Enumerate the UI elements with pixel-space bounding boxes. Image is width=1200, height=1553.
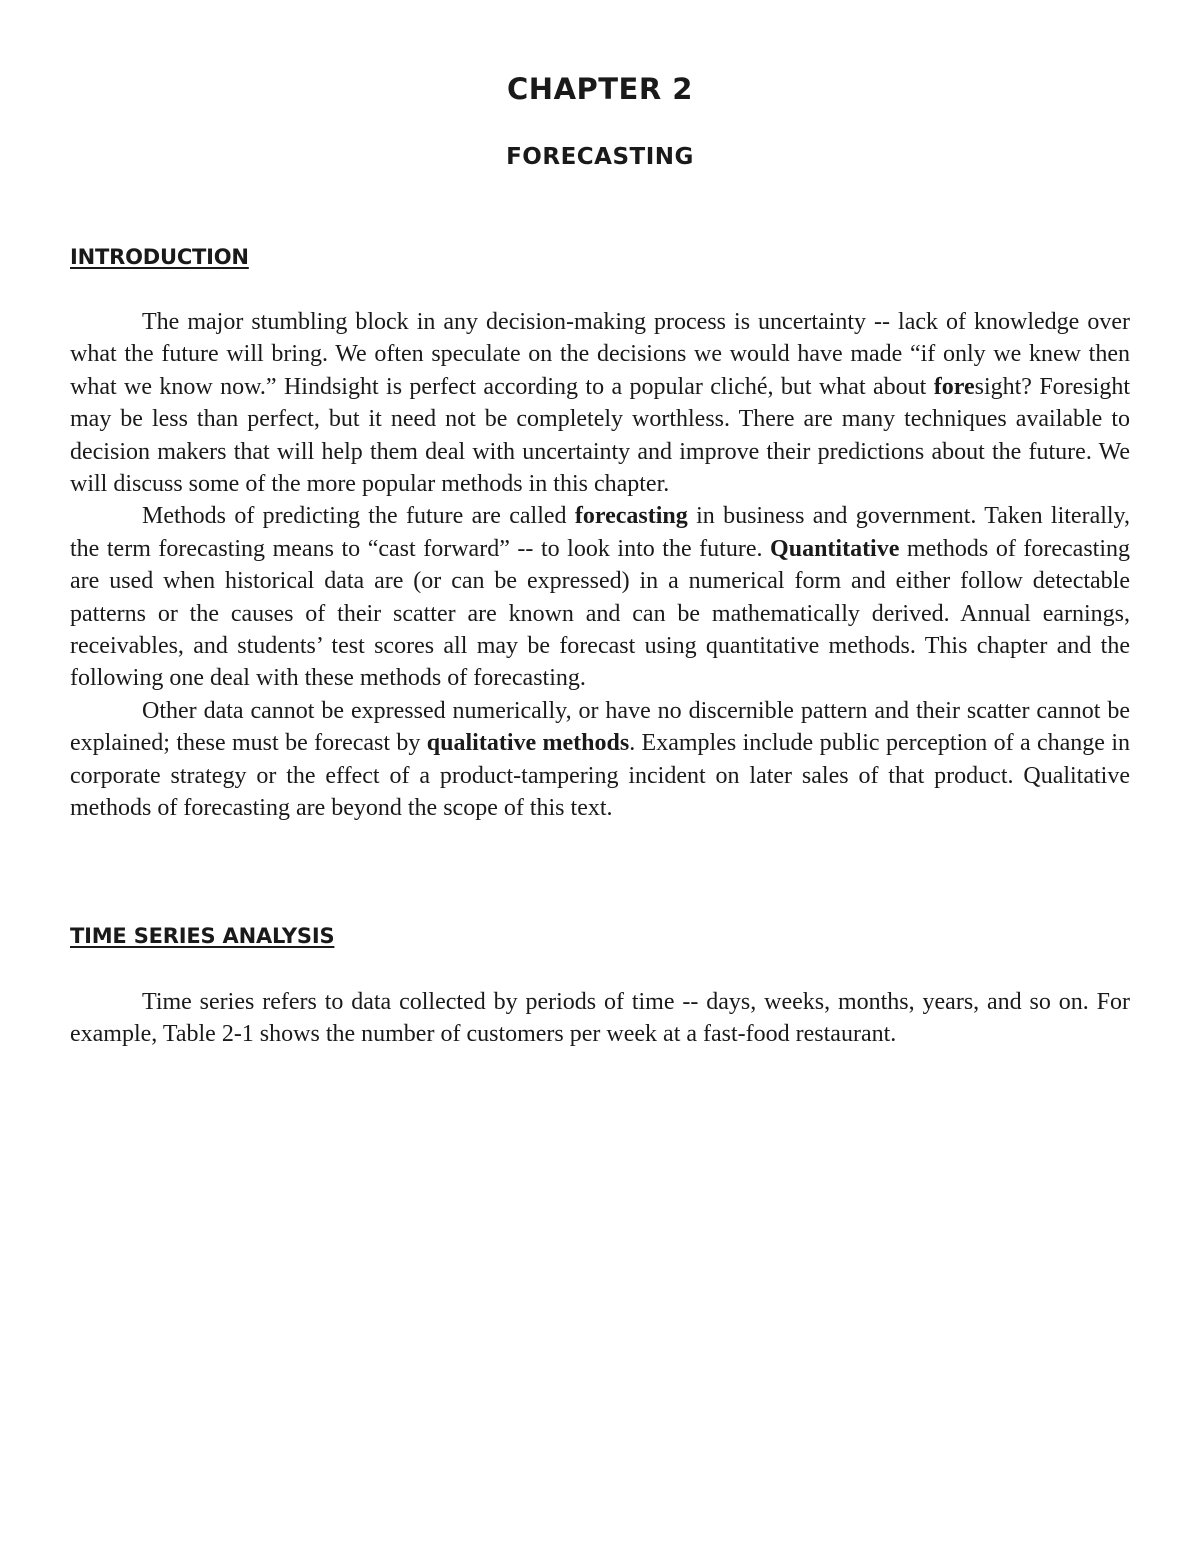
bold-text: fore [933, 373, 975, 400]
chapter-title: CHAPTER 2 [507, 72, 693, 106]
text-run: sight? Foresight may be less than perfect, but it need not be completely worthless. There are many techniques available to decision makers that will help them deal with uncertainty and improve their predictions about the future. We will discuss some of the more popular methods in this chapter. [70, 373, 1130, 498]
bold-text: Quantitative [770, 535, 900, 562]
introduction-paragraph-1 [70, 306, 1130, 500]
time-series-body [70, 986, 1130, 1051]
text-run: The major stumbling block in any decision-making process is uncertainty -- lack of knowledge over what the future will bring. We often speculate on the decisions we would have made “if only we knew then what we know now.” Hindsight is perfect according to a popular cliché, but what about [70, 309, 1130, 400]
section-heading-introduction: INTRODUCTION [70, 245, 249, 269]
introduction-paragraph-2 [70, 500, 1130, 694]
text-run: Methods of predicting the future are called [142, 503, 575, 530]
text-run: methods of forecasting are used when historical data are (or can be expressed) in a numerical form and either follow detectable patterns or the causes of their scatter are known and can be mathematically derived. Annual earnings, receivables, and students’ test scores all may be forecast using quantitative methods. This chapter and the following one deal with these methods of forecasting. [70, 535, 1130, 692]
time-series-paragraph-1: Time series refers to data collected by periods of time -- days, weeks, months, years, and so on. For example, Table 2-1 shows the number of customers per week at a fast-food restaurant. [70, 989, 1130, 1048]
section-heading-time-series-analysis: TIME SERIES ANALYSIS [70, 924, 335, 948]
bold-text: qualitative methods [426, 730, 630, 757]
text-run: Other data cannot be expressed numerically, or have no discernible pattern and their scatter cannot be explained; these must be forecast by [70, 697, 1130, 757]
text-run: . Examples include public perception of a change in corporate strategy or the effect of a product-tampering incident on later sales of that product. Qualitative methods of forecasting are beyond the scope of this text. [70, 730, 1130, 822]
introduction-body [70, 306, 1130, 825]
bold-text: forecasting [574, 503, 688, 530]
introduction-paragraph-3 [70, 695, 1130, 825]
chapter-subtitle: FORECASTING [506, 144, 694, 170]
text-run: in business and government. Taken literally, the term forecasting means to “cast forward” -- to look into the future. [70, 503, 1130, 562]
